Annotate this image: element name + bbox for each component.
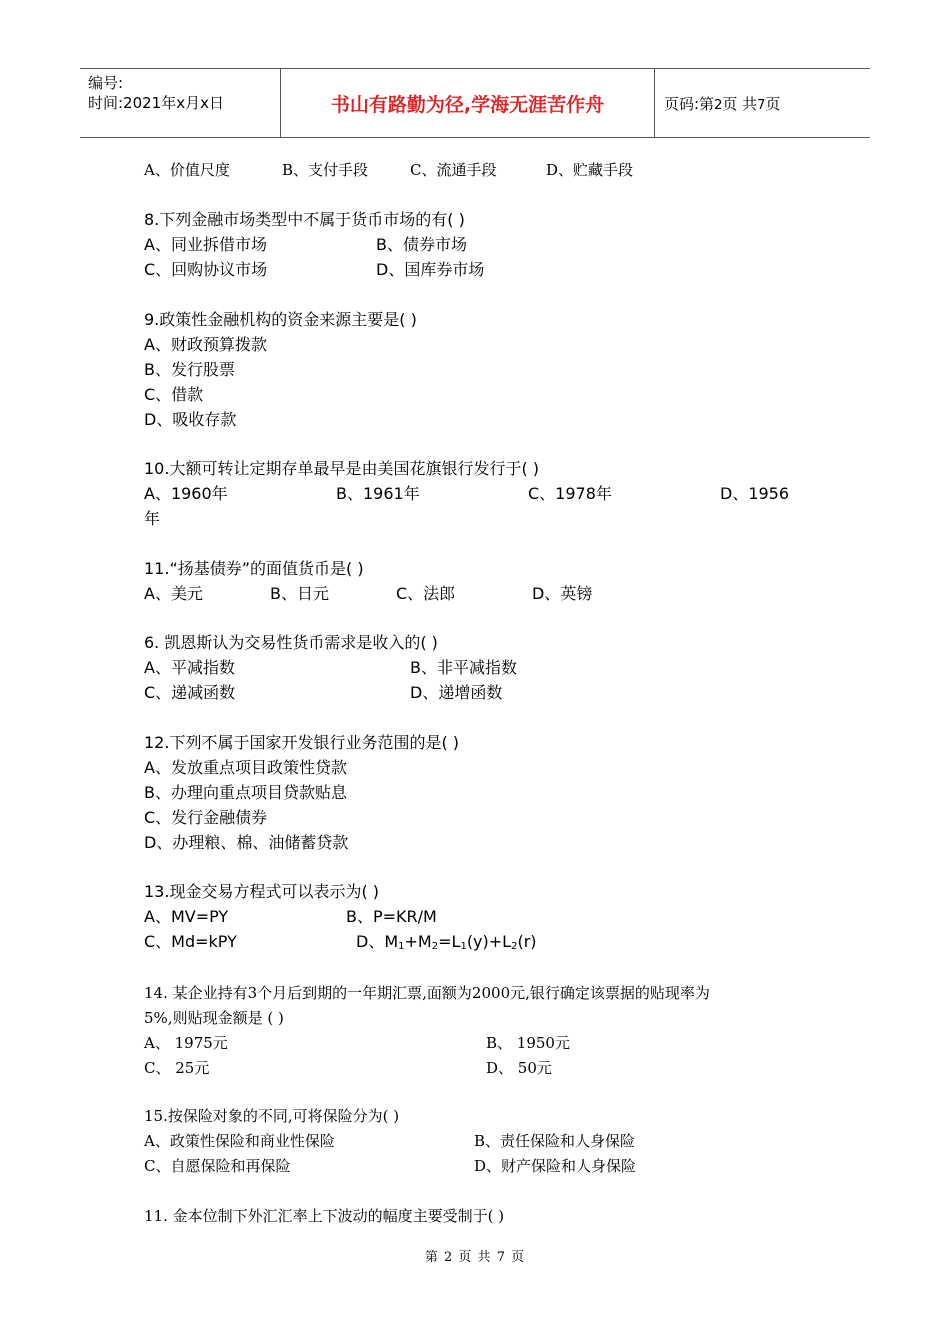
formula-part: (y)+L <box>466 932 512 951</box>
question-14-stem-continued: 5%,则贴现金额是 ( ) <box>144 1009 284 1027</box>
option-a: A、平减指数 <box>144 658 235 677</box>
option-b: B、债券市场 <box>376 235 467 254</box>
option-d-continued: 年 <box>144 509 161 528</box>
option-d: D、办理粮、棉、油储蓄贷款 <box>144 833 349 852</box>
question-15-stem: 15.按保险对象的不同,可将保险分为( ) <box>144 1107 400 1125</box>
subscript: 1 <box>460 941 467 952</box>
subscript: 2 <box>511 941 518 952</box>
option-a: A、政策性保险和商业性保险 <box>144 1132 335 1150</box>
page-prefix: 页码:第 <box>664 95 715 113</box>
option-d: D、 50元 <box>486 1059 552 1077</box>
option-a: A、发放重点项目政策性贷款 <box>144 758 347 777</box>
page-current: 2 <box>714 98 723 113</box>
option-a: A、美元 <box>144 584 203 603</box>
option-c: C、借款 <box>144 385 204 404</box>
page-total: 7 <box>757 98 766 113</box>
page-suffix: 页 <box>765 95 781 113</box>
option-a: A、价值尺度 <box>144 161 230 179</box>
question-8-stem: 8.下列金融市场类型中不属于货币市场的有( ) <box>144 210 465 229</box>
option-d: D、国库券市场 <box>376 260 485 279</box>
document-time: 时间:2021年x月x日 <box>88 94 224 112</box>
document-number-label: 编号: <box>88 74 124 92</box>
option-c: C、法郎 <box>396 584 456 603</box>
option-c: C、发行金融债券 <box>144 808 268 827</box>
option-b: B、责任保险和人身保险 <box>474 1132 636 1150</box>
option-c: C、1978年 <box>528 484 612 503</box>
option-b: B、办理向重点项目贷款贴息 <box>144 783 347 802</box>
option-b: B、日元 <box>270 584 329 603</box>
option-d <box>356 931 537 958</box>
header-meta <box>88 73 280 113</box>
option-d: D、1956 <box>720 484 790 503</box>
option-c: C、回购协议市场 <box>144 260 268 279</box>
option-a: A、1960年 <box>144 484 228 503</box>
header-motto: 书山有路勤为径,学海无涯苦作舟 <box>330 93 605 116</box>
option-c: C、 25元 <box>144 1059 210 1077</box>
formula-part: +M <box>404 932 432 951</box>
option-d: D、递增函数 <box>410 683 503 702</box>
option-a: A、同业拆借市场 <box>144 235 267 254</box>
option-d: D、财产保险和人身保险 <box>474 1157 637 1175</box>
question-6-stem: 6. 凯恩斯认为交易性货币需求是收入的( ) <box>144 633 438 652</box>
option-c: C、自愿保险和再保险 <box>144 1157 291 1175</box>
question-10-stem: 10.大额可转让定期存单最早是由美国花旗银行发行于( ) <box>144 459 540 478</box>
option-b: B、非平减指数 <box>410 658 517 677</box>
header-page-info <box>664 93 780 114</box>
subscript: 1 <box>398 941 405 952</box>
option-c: C、流通手段 <box>410 161 497 179</box>
option-d: D、贮藏手段 <box>546 161 634 179</box>
option-b: B、发行股票 <box>144 360 235 379</box>
option-a: A、 1975元 <box>144 1034 228 1052</box>
header-divider <box>654 69 655 137</box>
subscript: 2 <box>431 941 439 952</box>
option-b: B、P=KR/M <box>346 907 437 926</box>
option-d: D、英镑 <box>532 584 593 603</box>
option-c: C、递减函数 <box>144 683 236 702</box>
option-b: B、1961年 <box>336 484 420 503</box>
formula-part: (r) <box>517 932 537 951</box>
option-a: A、财政预算拨款 <box>144 335 267 354</box>
page-header <box>80 68 870 138</box>
page-footer: 第 2 页 共 7 页 <box>424 1250 526 1265</box>
page-mid: 页 共 <box>722 95 758 113</box>
question-11b-stem: 11. 金本位制下外汇汇率上下波动的幅度主要受制于( ) <box>144 1207 505 1225</box>
formula-part: D、M <box>356 932 399 951</box>
question-9-stem: 9.政策性金融机构的资金来源主要是( ) <box>144 310 417 329</box>
option-b: B、支付手段 <box>282 161 369 179</box>
question-13-stem: 13.现金交易方程式可以表示为( ) <box>144 882 380 901</box>
question-12-stem: 12.下列不属于国家开发银行业务范围的是( ) <box>144 733 460 752</box>
formula-part: =L <box>438 932 461 951</box>
question-14-stem: 14. 某企业持有3个月后到期的一年期汇票,面额为2000元,银行确定该票据的贴现率为 <box>144 984 710 1002</box>
question-11-stem: 11.“扬基债券”的面值货币是( ) <box>144 559 364 578</box>
option-d: D、吸收存款 <box>144 410 237 429</box>
option-b: B、 1950元 <box>486 1034 570 1052</box>
option-c: C、Md=kPY <box>144 932 237 951</box>
option-a: A、MV=PY <box>144 907 229 926</box>
